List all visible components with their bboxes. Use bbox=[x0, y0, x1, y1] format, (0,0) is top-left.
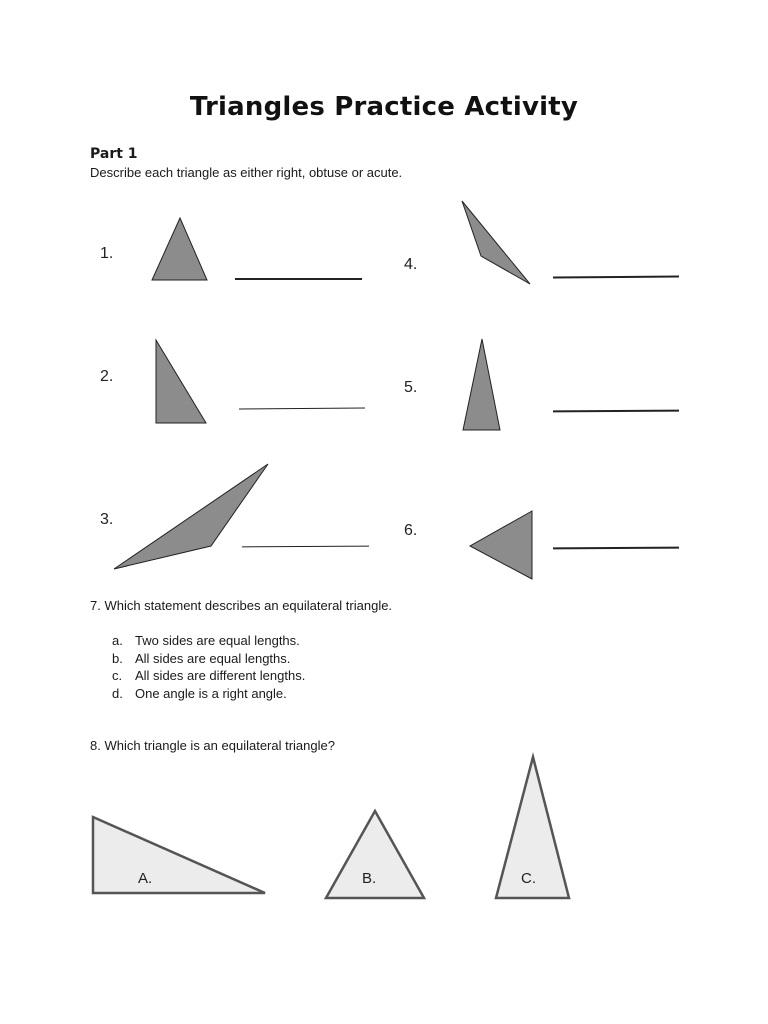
part-1-heading: Part 1 bbox=[90, 146, 138, 162]
choice-c-triangle[interactable] bbox=[496, 757, 569, 898]
part-1-instructions: Describe each triangle as either right, obtuse or acute. bbox=[90, 165, 403, 180]
option-text: Two sides are equal lengths. bbox=[135, 633, 300, 648]
item-5-number: 5. bbox=[404, 379, 418, 396]
option-letter: a. bbox=[112, 633, 123, 648]
question-8-text: 8. Which triangle is an equilateral triangle? bbox=[90, 738, 335, 753]
item-6-number: 6. bbox=[404, 522, 418, 539]
option-text: One angle is a right angle. bbox=[135, 685, 287, 701]
item-2-number: 2. bbox=[100, 368, 114, 385]
option-letter: d. bbox=[112, 685, 123, 701]
item-3-number: 3. bbox=[100, 511, 114, 528]
choice-a-label: A. bbox=[138, 870, 153, 887]
choice-b-label: B. bbox=[362, 870, 377, 887]
choice-a-triangle[interactable] bbox=[93, 817, 265, 893]
choice-c-label: C. bbox=[521, 870, 536, 887]
option-text: All sides are different lengths. bbox=[135, 668, 306, 683]
question-7-text: 7. Which statement describes an equilateral triangle. bbox=[90, 598, 393, 613]
option-letter: b. bbox=[112, 650, 123, 666]
page-title: Triangles Practice Activity bbox=[189, 92, 579, 122]
item-4-number: 4. bbox=[404, 256, 418, 273]
choice-b-triangle[interactable] bbox=[326, 811, 424, 898]
item-1-number: 1. bbox=[100, 245, 114, 262]
option-text: All sides are equal lengths. bbox=[135, 650, 291, 666]
option-letter: c. bbox=[112, 668, 123, 683]
